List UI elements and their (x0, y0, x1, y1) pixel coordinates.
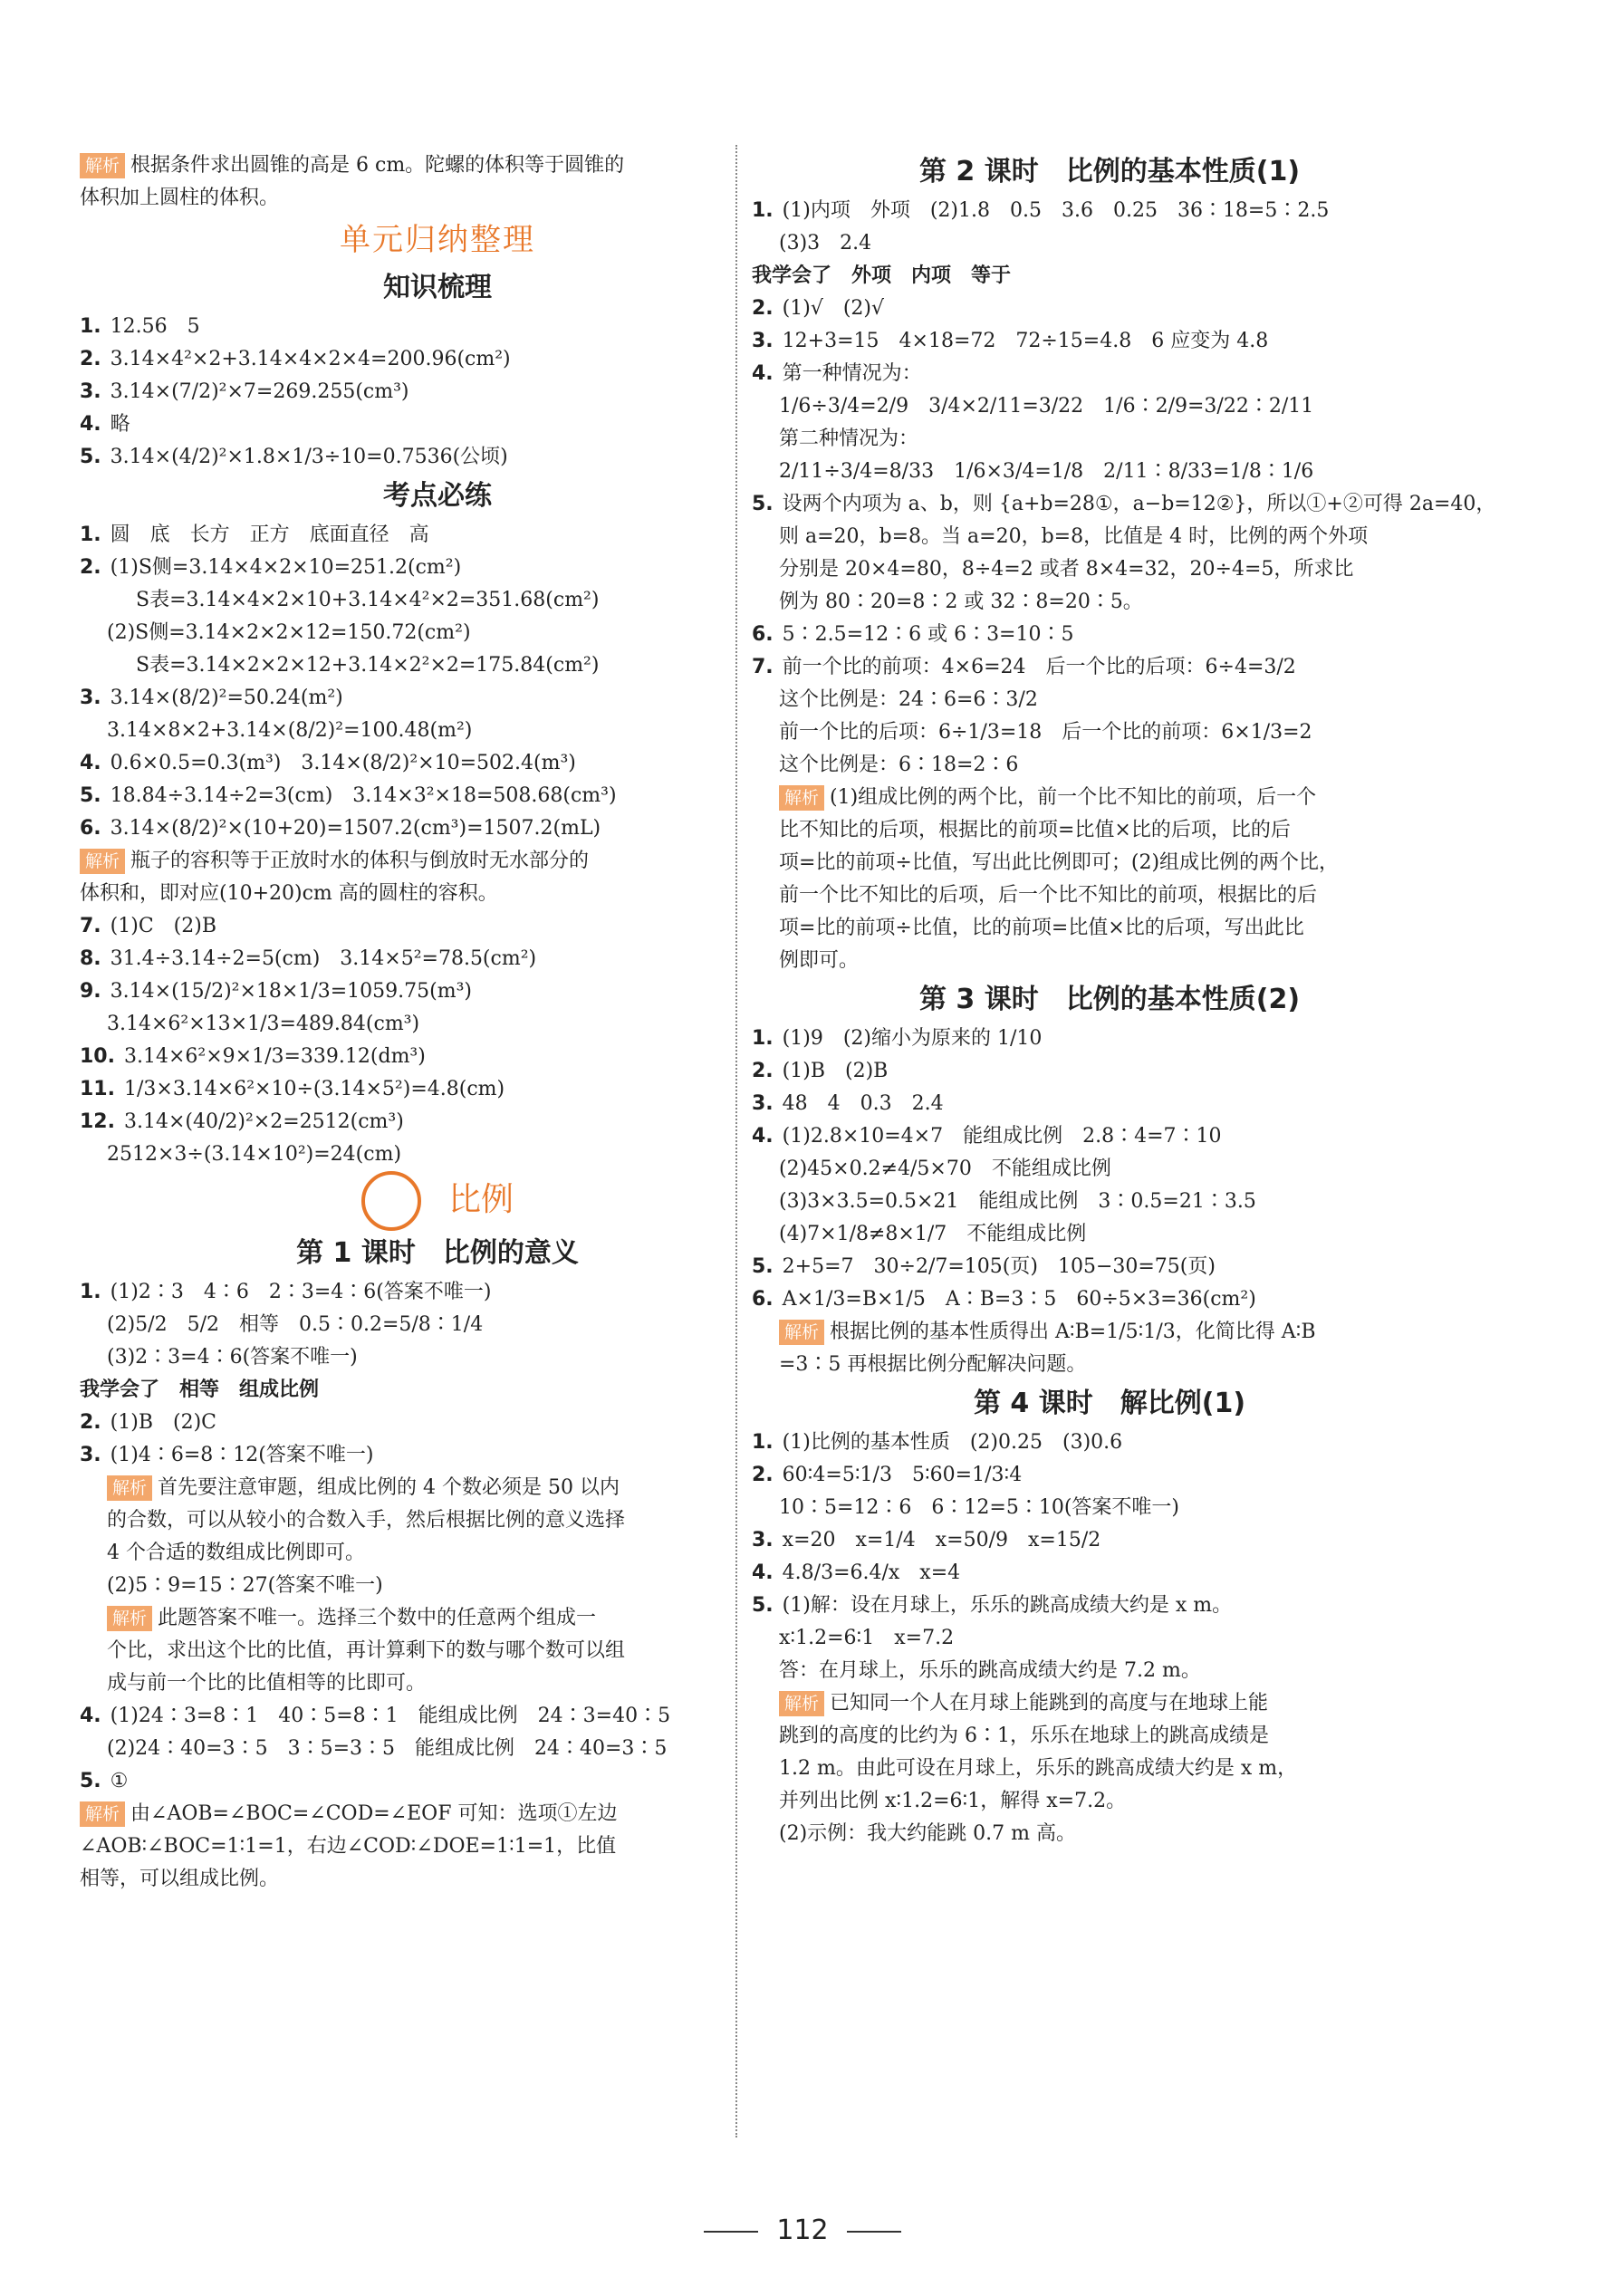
answer-text: 项=比的前项÷比值，写出此比例即可；(2)组成比例的两个比， (779, 851, 1340, 874)
answer-text: (3)3 2.4 (779, 232, 872, 255)
answer-line (752, 1283, 1467, 1316)
item-number: 1. (752, 1431, 774, 1454)
answer-line (80, 584, 795, 617)
answer-text: 前一个比的前项：4×6=24 后一个比的后项：6÷4=3/2 (782, 656, 1296, 678)
item-number: 6. (752, 1288, 774, 1311)
answer-text: (2)5∶9=15∶27(答案不唯一) (107, 1574, 383, 1597)
answer-line (752, 749, 1467, 782)
answer-line (752, 1120, 1467, 1153)
answer-text: 项=比的前项÷比值，比的前项=比值×比的后项，写出此比 (779, 917, 1304, 939)
answer-text: 第二种情况为： (779, 427, 919, 450)
answer-line (752, 1622, 1467, 1655)
answer-line (752, 879, 1467, 912)
answer-text: 例为 80∶20=8∶2 或 32∶8=20∶5。 (779, 591, 1143, 613)
answer-line (752, 423, 1467, 456)
item-number: 2. (752, 1464, 774, 1486)
answer-line (80, 649, 795, 682)
answer-line (752, 293, 1467, 325)
answer-line (752, 1590, 1467, 1622)
analysis-note (752, 1316, 1467, 1349)
answer-text: (4)7×1/8≠8×1/7 不能组成比例 (779, 1223, 1087, 1245)
right-column (752, 149, 1496, 1850)
answer-text: 前一个比不知比的后项，后一个比不知比的前项，根据比的后 (779, 884, 1318, 907)
answer-text: 0.6×0.5=0.3(m³) 3.14×(8/2)²×10=502.4(m³) (110, 752, 576, 774)
unit-title: 单元归纳整理 (340, 222, 535, 258)
answer-line (752, 716, 1467, 749)
item-number: 3. (80, 380, 101, 403)
answer-text: 3.14×6²×13×1/3=489.84(cm³) (107, 1013, 420, 1035)
answer-text: (2)5/2 5/2 相等 0.5∶0.2=5/8∶1/4 (107, 1313, 484, 1336)
item-number: 2. (80, 1411, 101, 1434)
item-number: 4. (752, 1125, 774, 1148)
page-number: 112 (0, 2214, 1605, 2246)
answer-line (80, 519, 795, 552)
answer-text: 1/3×3.14×6²×10÷(3.14×5²)=4.8(cm) (123, 1078, 505, 1100)
answer-text: (3)3×3.5=0.5×21 能组成比例 3∶0.5=21∶3.5 (779, 1190, 1256, 1213)
item-number: 4. (80, 1705, 101, 1727)
analysis-tag: 解析 (107, 1606, 152, 1631)
column-divider (735, 145, 737, 2137)
answer-text: 3.14×(15/2)²×18×1/3=1059.75(m³) (110, 980, 473, 1003)
answer-line (80, 682, 795, 715)
answer-line (752, 1459, 1467, 1492)
answer-line (80, 1374, 795, 1407)
answer-text: 跳到的高度的比约为 6∶1，乐乐在地球上的跳高成绩是 (779, 1724, 1269, 1747)
answer-text: 60∶4=5∶1/3 5∶60=1/3∶4 (782, 1464, 1023, 1486)
answer-line (752, 619, 1467, 651)
answer-line (752, 1753, 1467, 1785)
answer-line (752, 1785, 1467, 1818)
answer-text: 相等，可以组成比例。 (80, 1868, 280, 1890)
analysis-text: 根据比例的基本性质得出 A∶B=1/5∶1/3，化简比得 A∶B (830, 1321, 1316, 1343)
item-number: 7. (80, 915, 101, 937)
item-number: 3. (80, 687, 101, 709)
analysis-tag: 解析 (107, 1475, 152, 1501)
answer-line (80, 182, 795, 215)
answer-text: (1)2.8×10=4×7 能组成比例 2.8∶4=7∶10 (782, 1125, 1222, 1148)
answer-line (752, 1153, 1467, 1186)
lesson-title: 第 3 课时 比例的基本性质(2) (918, 984, 1301, 1015)
answer-line (80, 1504, 795, 1537)
answer-text: (1)9 (2)缩小为原来的 1/10 (782, 1027, 1043, 1050)
lesson-title: 第 1 课时 比例的意义 (296, 1237, 579, 1269)
answer-line (80, 1309, 795, 1341)
item-number: 1. (80, 524, 101, 546)
analysis-text: 根据条件求出圆锥的高是 6 cm。陀螺的体积等于圆锥的 (130, 154, 625, 177)
answer-line (752, 684, 1467, 716)
item-number: 5. (80, 1770, 101, 1792)
analysis-text: 首先要注意审题，组成比例的 4 个数必须是 50 以内 (158, 1476, 620, 1499)
answer-text: (1)24∶3=8∶1 40∶5=8∶1 能组成比例 24∶3=40∶5 (110, 1705, 671, 1727)
answer-text: 3.14×8×2+3.14×(8/2)²=100.48(m²) (107, 719, 473, 742)
answer-line (80, 617, 795, 649)
answer-text: ① (110, 1770, 129, 1792)
analysis-note (752, 1687, 1467, 1720)
answer-line (752, 847, 1467, 879)
answer-text: 比不知比的后项，根据比的前项=比值×比的后项，比的后 (779, 819, 1291, 841)
item-number: 2. (752, 1060, 774, 1082)
analysis-tag: 解析 (779, 785, 824, 811)
answer-text: (2)S侧=3.14×2×2×12=150.72(cm²) (107, 621, 471, 644)
answer-text: 1.2 m。由此可设在月球上，乐乐的跳高成绩大约是 x m， (779, 1757, 1298, 1780)
item-number: 3. (80, 1444, 101, 1466)
answer-text: 例即可。 (779, 949, 860, 972)
answer-text: 则 a=20，b=8。当 a=20，b=8，比值是 4 时，比例的两个外项 (779, 525, 1369, 548)
answer-text: 12.56 5 (110, 315, 200, 338)
answer-line (752, 945, 1467, 977)
answer-text: (2)24∶40=3∶5 3∶5=3∶5 能组成比例 24∶40=3∶5 (107, 1737, 668, 1760)
chapter-title-text: 比例 (447, 1181, 514, 1218)
answer-text: 3.14×(8/2)²×(10+20)=1507.2(cm³)=1507.2(mL) (110, 817, 601, 840)
answer-line (80, 311, 795, 343)
item-number: 5. (752, 493, 774, 515)
answer-text: 3.14×(40/2)²×2=2512(cm³) (123, 1110, 404, 1133)
answer-text: 体积加上圆柱的体积。 (80, 187, 280, 209)
answer-line (80, 1700, 795, 1733)
answer-line (80, 1537, 795, 1570)
item-number: 4. (80, 413, 101, 436)
item-number: 2. (80, 348, 101, 370)
answer-line (752, 325, 1467, 358)
analysis-text: 瓶子的容积等于正放时水的体积与倒放时无水部分的 (130, 850, 590, 872)
answer-line (80, 910, 795, 943)
answer-line (752, 1023, 1467, 1055)
answer-line (80, 408, 795, 441)
answer-text: 设两个内项为 a、b，则 {a+b=28①，a−b=12②}，所以①+②可得 2a=40， (782, 493, 1496, 515)
answer-text: 4.8/3=6.4/x x=4 (782, 1561, 961, 1584)
answer-line (752, 1427, 1467, 1459)
answer-line (80, 1138, 795, 1171)
answer-line (80, 1276, 795, 1309)
answer-text: 48 4 0.3 2.4 (782, 1092, 944, 1115)
answer-line (80, 1106, 795, 1138)
answer-text: S表=3.14×2×2×12+3.14×2²×2=175.84(cm²) (136, 654, 600, 677)
analysis-tag: 解析 (779, 1320, 824, 1345)
answer-line (80, 552, 795, 584)
analysis-tag: 解析 (80, 1801, 125, 1827)
analysis-tag: 解析 (80, 849, 125, 874)
item-number: 4. (80, 752, 101, 774)
answer-line (80, 376, 795, 408)
answer-text: 4 个合适的数组成比例即可。 (107, 1542, 365, 1564)
answer-line (752, 553, 1467, 586)
item-number: 3. (752, 1529, 774, 1551)
answer-text: 3.14×6²×9×1/3=339.12(dm³) (123, 1045, 426, 1068)
item-number: 8. (80, 947, 101, 970)
answer-text: 个比，求出这个比的比值，再计算剩下的数与哪个数可以组 (107, 1639, 626, 1662)
item-number: 1. (80, 1281, 101, 1303)
answer-line (752, 1251, 1467, 1283)
analysis-text: 已知同一个人在月球上能跳到的高度与在地球上能 (830, 1692, 1269, 1715)
answer-text: (1)√ (2)√ (782, 297, 885, 320)
answer-line (80, 878, 795, 910)
answer-text: 我学会了 相等 组成比例 (80, 1379, 320, 1401)
item-number: 2. (752, 297, 774, 320)
answer-line (80, 1008, 795, 1041)
answer-line (80, 812, 795, 845)
answer-text: A×1/3=B×1/5 A∶B=3∶5 60÷5×3=36(cm²) (782, 1288, 1256, 1311)
item-number: 10. (80, 1045, 115, 1068)
answer-text: ∠AOB∶∠BOC=1∶1=1，右边∠COD∶∠DOE=1∶1=1，比值 (80, 1835, 617, 1858)
answer-text: 分别是 20×4=80，8÷4=2 或者 8×4=32，20÷4=5，所求比 (779, 558, 1354, 581)
answer-text: 圆 底 长方 正方 底面直径 高 (110, 524, 429, 546)
answer-text: (1)比例的基本性质 (2)0.25 (3)0.6 (782, 1431, 1123, 1454)
answer-text: 2/11÷3/4=8/33 1/6×3/4=1/8 2/11∶8/33=1/8∶1/6 (779, 460, 1314, 483)
answer-text: 18.84÷3.14÷2=3(cm) 3.14×3²×18=508.68(cm³) (110, 784, 617, 807)
answer-line (80, 943, 795, 975)
answer-text: 3.14×(8/2)²=50.24(m²) (110, 687, 343, 709)
item-number: 7. (752, 656, 774, 678)
item-number: 5. (80, 446, 101, 468)
answer-line (752, 195, 1467, 227)
answer-line (752, 1818, 1467, 1850)
answer-line (80, 1407, 795, 1439)
answer-text: 3.14×4²×2+3.14×4×2×4=200.96(cm²) (110, 348, 511, 370)
answer-line (80, 1830, 795, 1863)
answer-line (80, 1073, 795, 1106)
answer-text: =3∶5 再根据比例分配解决问题。 (779, 1353, 1087, 1376)
answer-line (752, 1349, 1467, 1381)
answer-text: 3.14×(7/2)²×7=269.255(cm³) (110, 380, 409, 403)
answer-line (752, 1055, 1467, 1088)
chapter-title (80, 1171, 795, 1231)
answer-text: (2)45×0.2≠4/5×70 不能组成比例 (779, 1158, 1111, 1180)
item-number: 12. (80, 1110, 115, 1133)
answer-text: 31.4÷3.14÷2=5(cm) 3.14×5²=78.5(cm²) (110, 947, 537, 970)
answer-text: (1)内项 外项 (2)1.8 0.5 3.6 0.25 36∶18=5∶2.5 (782, 199, 1330, 222)
lesson-title: 第 2 课时 比例的基本性质(1) (918, 156, 1301, 187)
answer-line (80, 1733, 795, 1765)
analysis-text: 由∠AOB=∠BOC=∠COD=∠EOF 可知：选项①左边 (130, 1802, 618, 1825)
answer-text: 10∶5=12∶6 6∶12=5∶10(答案不唯一) (779, 1496, 1179, 1519)
answer-text: 并列出比例 x∶1.2=6∶1，解得 x=7.2。 (779, 1790, 1127, 1812)
answer-line (752, 814, 1467, 847)
item-number: 4. (752, 362, 774, 385)
answer-line (752, 1557, 1467, 1590)
item-number: 3. (752, 1092, 774, 1115)
item-number: 1. (80, 315, 101, 338)
answer-text: 这个比例是：6∶18=2∶6 (779, 754, 1019, 776)
item-number: 11. (80, 1078, 115, 1100)
item-number: 5. (752, 1594, 774, 1617)
answer-text: 5∶2.5=12∶6 或 6∶3=10∶5 (782, 623, 1074, 646)
answer-line (752, 456, 1467, 488)
answer-line (752, 521, 1467, 553)
answer-line (80, 715, 795, 747)
answer-text: (1)B (2)C (110, 1411, 216, 1434)
answer-text: 2512×3÷(3.14×10²)=24(cm) (107, 1143, 402, 1166)
answer-text: (1)B (2)B (782, 1060, 889, 1082)
item-number: 2. (80, 556, 101, 579)
answer-line (752, 586, 1467, 619)
analysis-note (80, 1472, 795, 1504)
answer-line (80, 1041, 795, 1073)
analysis-note (80, 1798, 795, 1830)
answer-line (80, 343, 795, 376)
item-number: 4. (752, 1561, 774, 1584)
answer-text: 2+5=7 30÷2/7=105(页) 105−30=75(页) (782, 1255, 1216, 1278)
answer-line (752, 1186, 1467, 1218)
item-number: 3. (752, 330, 774, 352)
answer-text: S表=3.14×4×2×10+3.14×4²×2=351.68(cm²) (136, 589, 600, 611)
section-title: 知识梳理 (383, 272, 492, 303)
answer-text: 1/6÷3/4=2/9 3/4×2/11=3/22 1/6∶2/9=3/22∶2/11 (779, 395, 1314, 418)
answer-line (752, 1088, 1467, 1120)
answer-text: (1)C (2)B (110, 915, 216, 937)
answer-line (80, 747, 795, 780)
item-number: 1. (752, 199, 774, 222)
answer-line (752, 260, 1467, 293)
item-number: 5. (80, 784, 101, 807)
answer-text: (1)解：设在月球上，乐乐的跳高成绩大约是 x m。 (782, 1594, 1233, 1617)
item-number: 1. (752, 1027, 774, 1050)
answer-text: 第一种情况为： (782, 362, 922, 385)
answer-line (752, 1655, 1467, 1687)
answer-text: 答：在月球上，乐乐的跳高成绩大约是 7.2 m。 (779, 1659, 1201, 1682)
answer-line (752, 358, 1467, 390)
answer-text: (3)2∶3=4∶6(答案不唯一) (107, 1346, 358, 1369)
answer-line (752, 1218, 1467, 1251)
answer-line (752, 227, 1467, 260)
answer-text: 体积和，即对应(10+20)cm 高的圆柱的容积。 (80, 882, 498, 905)
answer-line (752, 1720, 1467, 1753)
answer-line (80, 1341, 795, 1374)
answer-text: (2)示例：我大约能跳 0.7 m 高。 (779, 1822, 1076, 1845)
analysis-note (80, 149, 795, 182)
analysis-text: (1)组成比例的两个比，前一个比不知比的前项，后一个 (830, 786, 1317, 809)
analysis-note (80, 845, 795, 878)
answer-line (752, 1524, 1467, 1557)
answer-line (752, 1492, 1467, 1524)
answer-line (80, 1863, 795, 1896)
answer-text: 3.14×(4/2)²×1.8×1/3÷10=0.7536(公顷) (110, 446, 508, 468)
answer-line (80, 1667, 795, 1700)
answer-line (752, 488, 1496, 521)
analysis-tag: 解析 (80, 153, 125, 178)
answer-text: x=20 x=1/4 x=50/9 x=15/2 (782, 1529, 1101, 1551)
answer-text: x∶1.2=6∶1 x=7.2 (779, 1627, 955, 1649)
chapter-circle-icon (361, 1171, 421, 1231)
answer-text: 这个比例是：24∶6=6∶3/2 (779, 688, 1038, 711)
answer-text: 前一个比的后项：6÷1/3=18 后一个比的前项：6×1/3=2 (779, 721, 1312, 744)
answer-line (752, 651, 1467, 684)
analysis-text: 此题答案不唯一。选择三个数中的任意两个组成一 (158, 1607, 597, 1629)
answer-text: (1)2∶3 4∶6 2∶3=4∶6(答案不唯一) (110, 1281, 492, 1303)
left-column (80, 149, 795, 1896)
answer-line (80, 1570, 795, 1602)
answer-line (80, 1635, 795, 1667)
answer-text: 略 (110, 413, 130, 436)
item-number: 6. (80, 817, 101, 840)
item-number: 6. (752, 623, 774, 646)
answer-line (80, 1439, 795, 1472)
answer-text: 的合数，可以从较小的合数入手，然后根据比例的意义选择 (107, 1509, 626, 1532)
item-number: 5. (752, 1255, 774, 1278)
answer-text: 12+3=15 4×18=72 72÷15=4.8 6 应变为 4.8 (782, 330, 1269, 352)
item-number: 9. (80, 980, 101, 1003)
answer-line (80, 441, 795, 474)
answer-line (752, 390, 1467, 423)
answer-line (80, 975, 795, 1008)
analysis-note (80, 1602, 795, 1635)
answer-text: (1)S侧=3.14×4×2×10=251.2(cm²) (110, 556, 462, 579)
section-title: 考点必练 (383, 480, 492, 512)
answer-text: 成与前一个比的比值相等的比即可。 (107, 1672, 427, 1695)
answer-text: 我学会了 外项 内项 等于 (752, 264, 1012, 287)
answer-line (80, 780, 795, 812)
answer-line (752, 912, 1467, 945)
analysis-note (752, 782, 1467, 814)
analysis-tag: 解析 (779, 1691, 824, 1716)
lesson-title: 第 4 课时 解比例(1) (973, 1388, 1246, 1419)
answer-line (80, 1765, 795, 1798)
answer-text: (1)4∶6=8∶12(答案不唯一) (110, 1444, 374, 1466)
